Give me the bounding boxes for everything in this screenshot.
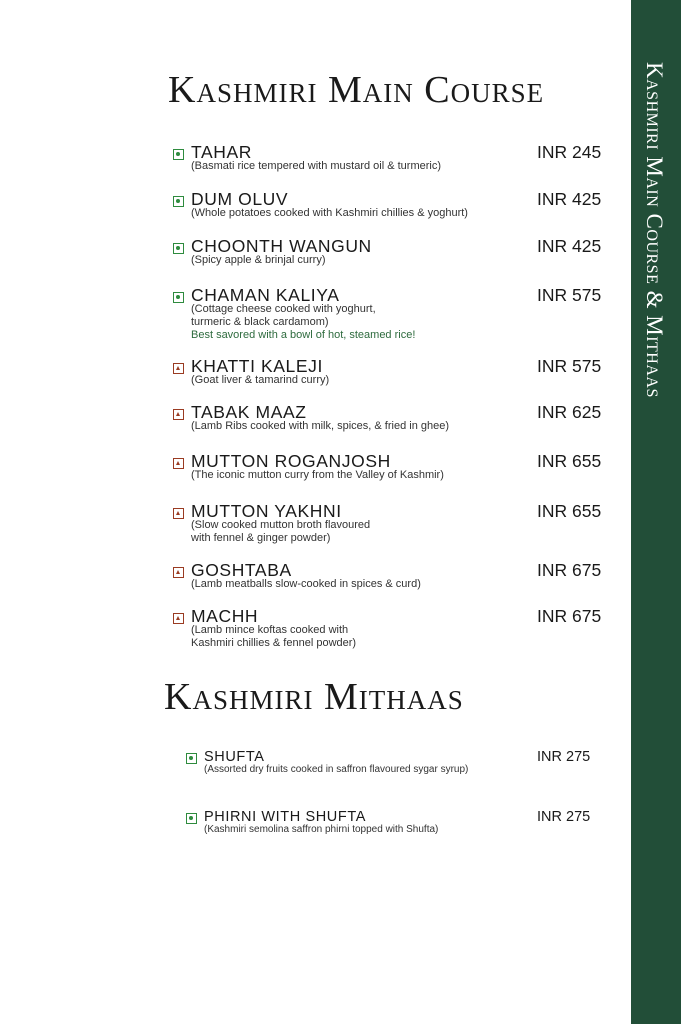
item-price: INR 425 — [537, 189, 602, 209]
mithaas-title: Kashmiri Mithaas — [164, 676, 464, 718]
item-description: (Lamb Ribs cooked with milk, spices, & fried in ghee) — [191, 420, 449, 432]
item-name: MACHH — [191, 606, 259, 626]
item-name: TABAK MAAZ — [191, 402, 307, 422]
item-description: (Cottage cheese cooked with yoghurt, turmeric & black cardamom) — [191, 303, 376, 328]
veg-icon — [173, 243, 184, 254]
item-price: INR 575 — [537, 356, 602, 376]
item-price: INR 625 — [537, 402, 602, 422]
item-price: INR 655 — [537, 501, 602, 521]
item-price: INR 275 — [537, 809, 591, 825]
item-description: (Lamb mince koftas cooked with Kashmiri chillies & fennel powder) — [191, 624, 357, 649]
item-name: SHUFTA — [204, 749, 265, 765]
veg-icon — [173, 149, 184, 160]
non-veg-icon — [173, 508, 184, 519]
item-price: INR 245 — [537, 142, 602, 162]
item-name: DUM OLUV — [191, 189, 289, 209]
item-description: (Goat liver & tamarind curry) — [191, 374, 330, 386]
non-veg-icon — [173, 458, 184, 469]
non-veg-icon — [173, 363, 184, 374]
item-description: (Kashmiri semolina saffron phirni topped with Shufta) — [204, 824, 439, 835]
item-name: MUTTON YAKHNI — [191, 501, 342, 521]
non-veg-icon — [173, 409, 184, 420]
item-price: INR 575 — [537, 285, 602, 305]
main-course-title: Kashmiri Main Course — [168, 69, 545, 111]
item-description: (Whole potatoes cooked with Kashmiri chillies & yoghurt) — [191, 207, 468, 219]
item-description: (The iconic mutton curry from the Valley of Kashmir) — [191, 469, 444, 481]
item-price: INR 425 — [537, 236, 602, 256]
item-name: TAHAR — [191, 142, 253, 162]
item-name: GOSHTABA — [191, 560, 292, 580]
item-note: Best savored with a bowl of hot, steamed rice! — [191, 329, 416, 341]
item-name: CHAMAN KALIYA — [191, 285, 340, 305]
veg-icon — [173, 292, 184, 303]
veg-icon — [186, 813, 197, 824]
item-name: CHOONTH WANGUN — [191, 236, 372, 256]
non-veg-icon — [173, 613, 184, 624]
item-name: KHATTI KALEJI — [191, 356, 323, 376]
item-description: (Slow cooked mutton broth flavoured with fennel & ginger powder) — [191, 519, 371, 544]
item-description: (Lamb meatballs slow-cooked in spices & curd) — [191, 578, 421, 590]
veg-icon — [186, 753, 197, 764]
item-price: INR 675 — [537, 560, 602, 580]
non-veg-icon — [173, 567, 184, 578]
item-description: (Assorted dry fruits cooked in saffron flavoured sygar syrup) — [204, 764, 469, 775]
item-name: MUTTON ROGANJOSH — [191, 451, 391, 471]
veg-icon — [173, 196, 184, 207]
item-price: INR 655 — [537, 451, 602, 471]
item-price: INR 275 — [537, 749, 591, 765]
item-name: PHIRNI WITH SHUFTA — [204, 809, 366, 825]
item-description: (Spicy apple & brinjal curry) — [191, 254, 326, 266]
side-title: Kashmiri Main Course & Mithaas — [642, 62, 667, 398]
item-description: (Basmati rice tempered with mustard oil & turmeric) — [191, 160, 442, 172]
item-price: INR 675 — [537, 606, 602, 626]
